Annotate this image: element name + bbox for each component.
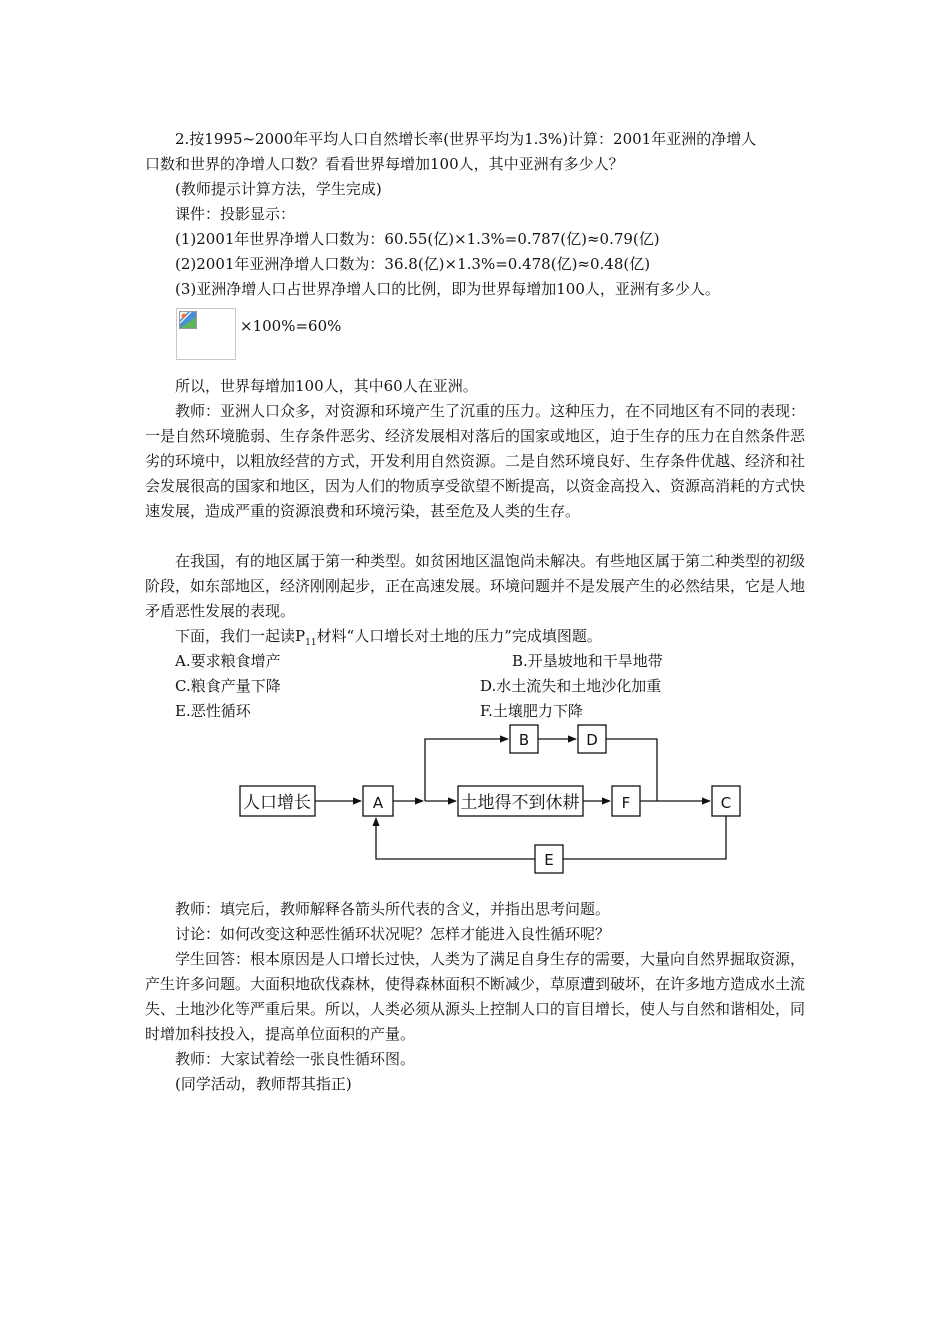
option-e: E.恶性循环: [175, 702, 251, 720]
label-land-no-fallow: 土地得不到休耕: [460, 793, 580, 813]
label-f: F: [621, 794, 631, 812]
calc-line-1: (1)2001年世界净增人口数为：60.55(亿)×1.3%=0.787(亿)≈0.79(亿): [175, 230, 660, 248]
teacher-closing: 教师：大家试着绘一张良性循环图。: [175, 1050, 416, 1068]
option-c: C.粮食产量下降: [175, 677, 281, 695]
question-2-line-2: 口数和世界的净增人口数？看看世界每增加100人，其中亚洲有多少人？: [145, 155, 624, 173]
student-activity: (同学活动，教师帮其指正): [175, 1075, 352, 1093]
formula-image-placeholder: [176, 308, 236, 360]
formula-result: ×100%=60%: [240, 317, 342, 335]
teacher-hint: (教师提示计算方法，学生完成): [175, 180, 382, 198]
calc-line-3: (3)亚洲净增人口占世界净增人口的比例，即为世界每增加100人，亚洲有多少人。: [175, 280, 720, 298]
arrow-branch-to-b: [425, 739, 508, 801]
china-paragraph: 在我国，有的地区属于第一种类型。如贫困地区温饱尚未解决。有些地区属于第二种类型的初级阶段，如东部地区，经济刚刚起步，正在高速发展。环境问题并不是发展产生的必然结果，它是人地矛盾恶性发展的表现。: [145, 552, 806, 620]
teacher-after-diagram: 教师：填完后，教师解释各箭头所代表的含义，并指出思考问题。: [175, 900, 611, 918]
broken-image-icon: [179, 311, 197, 329]
label-a: A: [372, 794, 384, 812]
option-d: D.水土流失和土地沙化加重: [480, 677, 662, 695]
label-e: E: [544, 851, 554, 869]
courseware-label: 课件：投影显示：: [175, 205, 296, 223]
teacher-paragraph: 教师：亚洲人口众多，对资源和环境产生了沉重的压力。这种压力，在不同地区有不同的表现：一是自然环境脆弱、生存条件恶劣、经济发展相对落后的国家或地区，迫于生存的压力在自然条件恶劣的环境中，以粗放经营的方式，开发利用自然资源。二是自然环境良好、生存条件优越、经济和社会发展很高的国家和地区，因为人们的物质享受欲望不断提高，以资金高投入、资源高消耗的方式快速发展，造成严重的资源浪费和环境污染，甚至危及人类的生存。: [145, 402, 806, 520]
label-c: C: [720, 794, 732, 812]
arrow-e-to-a: [376, 818, 535, 859]
vicious-cycle-diagram: [235, 720, 750, 880]
question-2-line-1: 2.按1995~2000年平均人口自然增长率(世界平均为1.3%)计算：2001年亚洲的净增人: [175, 130, 757, 148]
student-answer: 学生回答：根本原因是人口增长过快，人类为了满足自身生存的需要，大量向自然界掘取资源，产生许多问题。大面积地砍伐森林，使得森林面积不断减少，草原遭到破坏，在许多地方造成水土流失、土地沙化等严重后果。所以，人类必须从源头上控制人口的盲目增长，使人与自然和谐相处，同时增加科技投入，提高单位面积的产量。: [145, 950, 806, 1043]
conclusion: 所以，世界每增加100人，其中60人在亚洲。: [175, 377, 478, 395]
calc-line-2: (2)2001年亚洲净增人口数为：36.8(亿)×1.3%=0.478(亿)≈0.48(亿): [175, 255, 651, 273]
line-d-down: [606, 739, 657, 801]
discussion-question: 讨论：如何改变这种恶性循环状况呢？怎样才能进入良性循环呢？: [175, 925, 611, 943]
label-d: D: [586, 731, 598, 749]
reading-instruction: 下面，我们一起读$P_{11}$材料“人口增长对土地的压力”完成填图题。: [175, 627, 602, 648]
line-c-to-e: [563, 816, 726, 859]
option-f: F.土壤肥力下降: [480, 702, 583, 720]
option-b: B.开垦坡地和干旱地带: [512, 652, 663, 670]
option-a: A.要求粮食增产: [175, 652, 281, 670]
label-b: B: [518, 731, 530, 749]
label-population-growth: 人口增长: [243, 793, 311, 813]
